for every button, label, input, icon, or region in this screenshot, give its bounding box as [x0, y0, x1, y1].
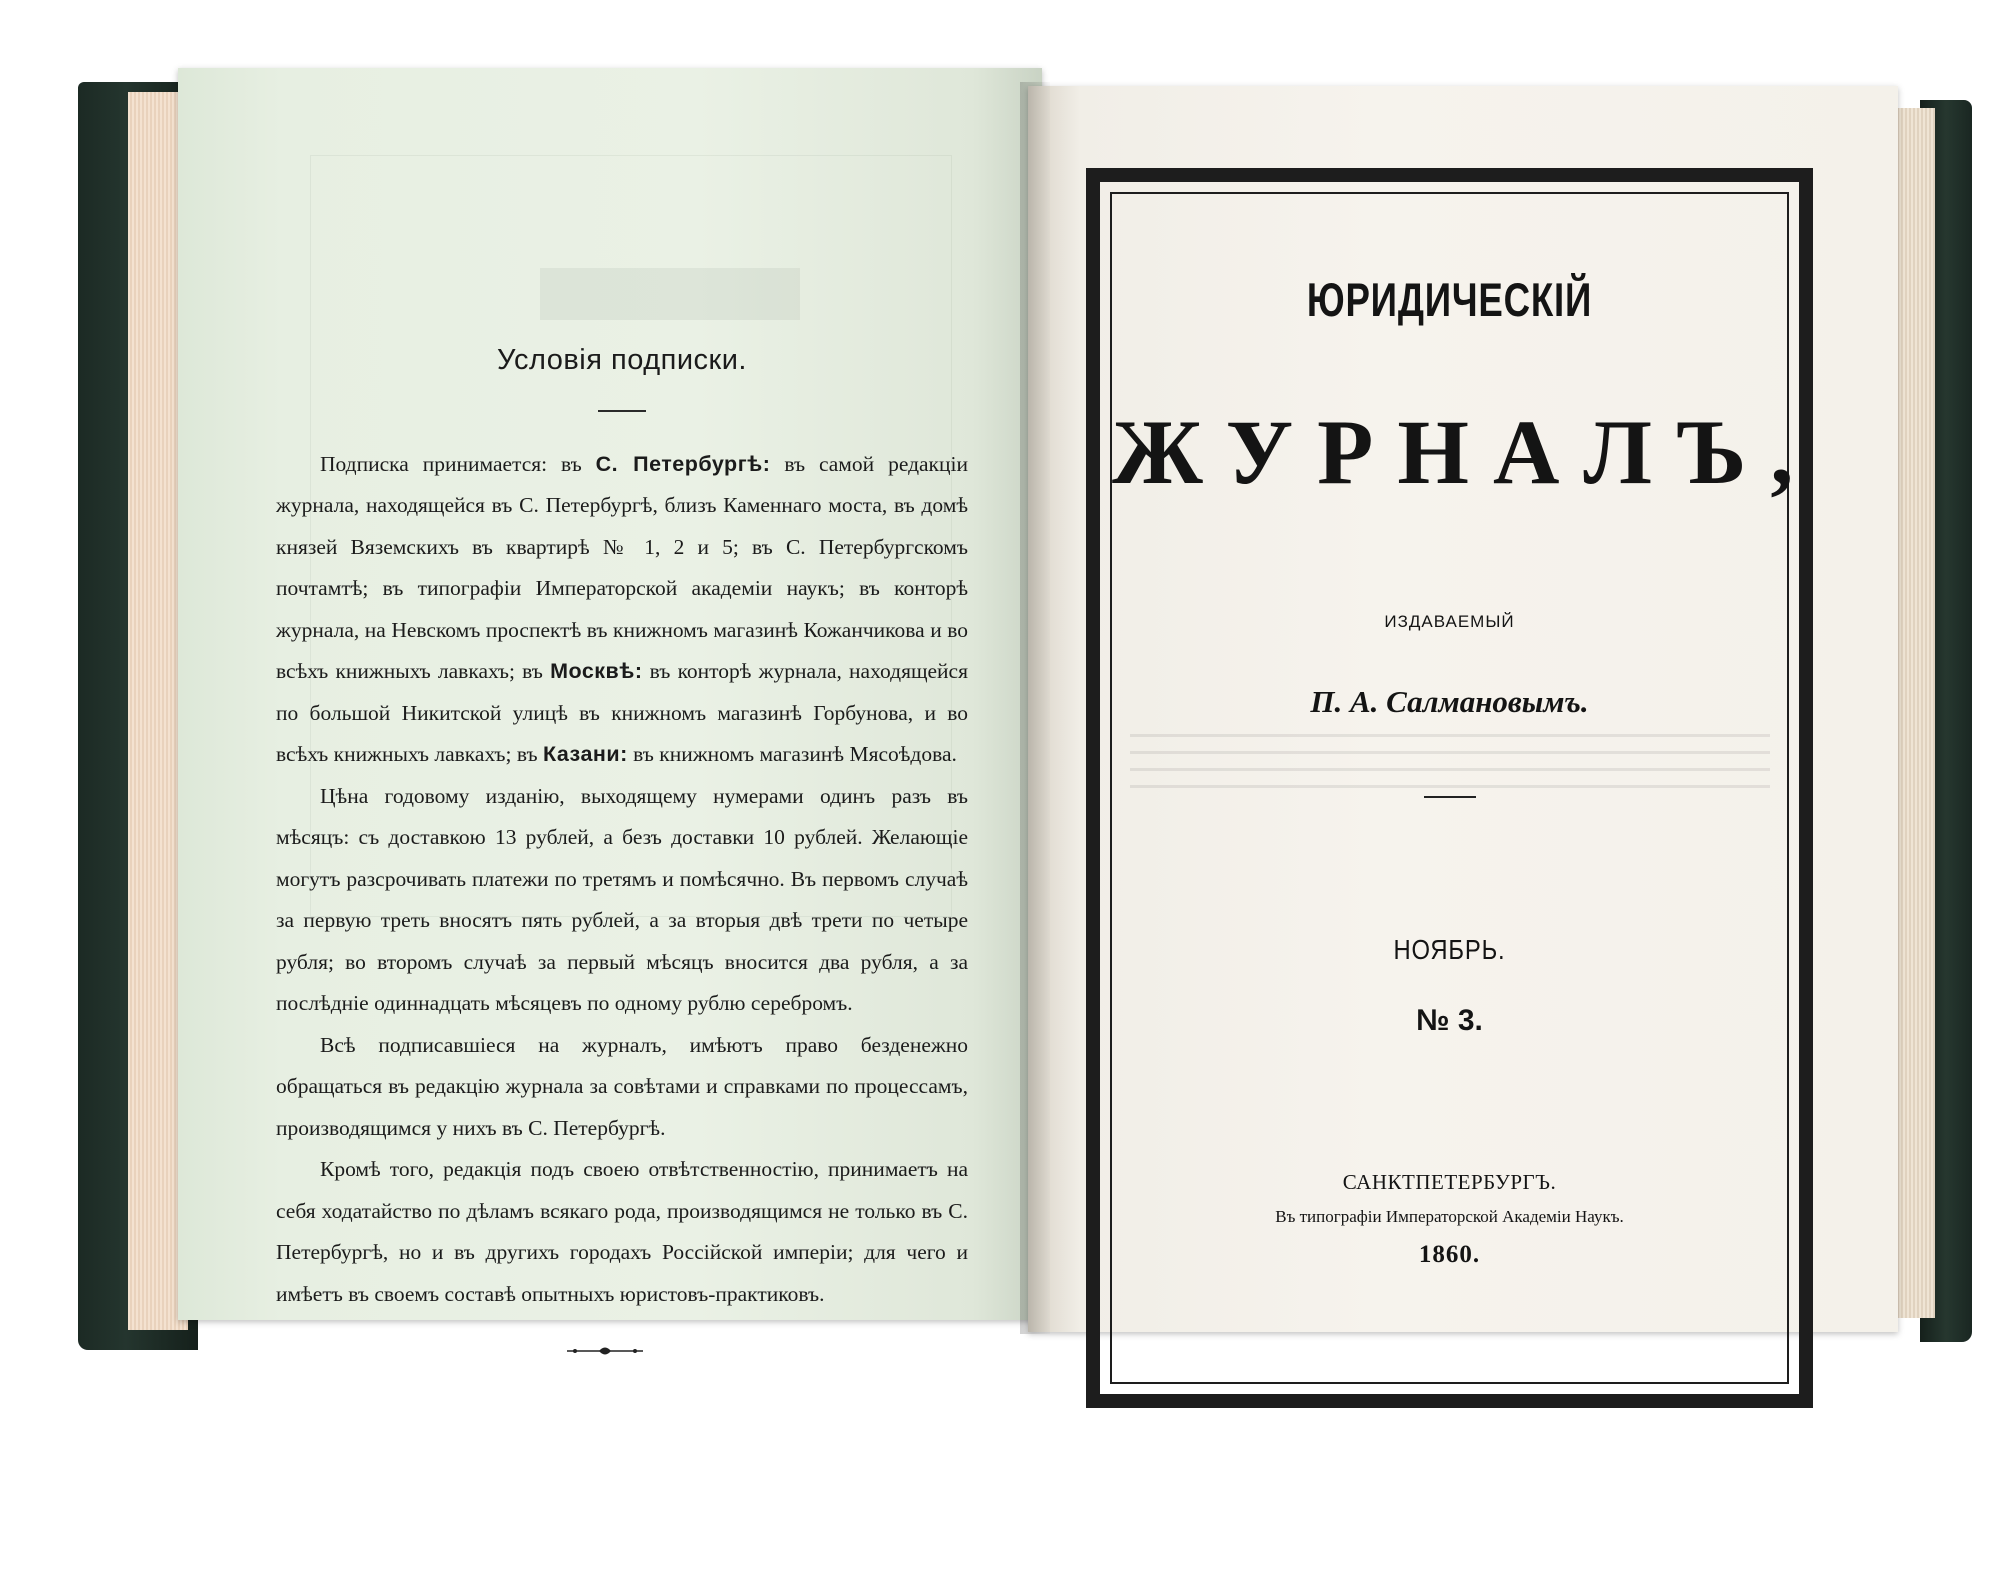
subscription-paragraph [276, 776, 968, 1025]
issue-month: НОЯБРЬ. [1393, 934, 1506, 965]
city-name: С. Петербургѣ: [595, 451, 771, 476]
page-edges-right [1895, 108, 1935, 1318]
subscription-paragraph [276, 1149, 968, 1315]
paragraph-text: Цѣна годовому изданію, выходящему нумерами одинъ разъ въ мѣсяцъ: съ доставкою 13 рублей, а безъ доставки 10 рублей. Желающіе могутъ разсрочивать платежи по третямъ и помѣсячно. Въ первомъ случаѣ за первую треть вносятъ пять рублей, а за вторыя двѣ трети по четыре рубля; во второмъ случаѣ за первый мѣсяцъ вносится два рубля, а за послѣдніе одиннадцать мѣсяцевъ по одному рублю серебромъ. [276, 783, 968, 1015]
paragraph-text: въ книжномъ магазинѣ Мясоѣдова. [627, 742, 957, 766]
city-name: Казани: [542, 742, 628, 766]
gutter-shadow [1020, 82, 1050, 1334]
paragraph-text: въ самой редакціи журнала, находящейся въ С. Петербургѣ, близъ Каменнаго моста, въ домѣ князей Вяземскихъ въ квартирѣ № 1, 2 и 5; въ С. Петербургскомъ почтамтѣ; въ типографіи Императорской академіи наукъ; въ конторѣ журнала, на Невскомъ проспектѣ въ книжномъ магазинѣ Кожанчикова и во всѣхъ книжныхъ лавкахъ; въ [276, 451, 968, 683]
printer-line: Въ типографіи Императорской Академіи Наукъ. [1275, 1207, 1624, 1226]
paragraph-text: Кромѣ того, редакція подъ своею отвѣтственностію, принимаетъ на себя ходатайство по дѣламъ всякаго рода, производящимся не только въ С. Петербургѣ, но и въ другихъ городахъ Россійской имперіи; для чего и имѣетъ въ своемъ составѣ опытныхъ юристовъ-практиковъ. [276, 1157, 968, 1306]
subscription-paragraph [276, 1025, 968, 1150]
ornament-flourish [565, 1344, 645, 1358]
paragraph-text: въ конторѣ журнала, находящейся по большой Никитской улицѣ въ книжномъ магазинѣ Горбунова, и во всѣхъ книжныхъ лавкахъ; въ [276, 659, 968, 766]
city-name: Москвѣ: [550, 659, 643, 683]
journal-title-line2: ЖУРНАЛЪ, [1112, 401, 1818, 503]
heading-rule [598, 410, 646, 412]
publication-city: САНКТПЕТЕРБУРГЪ. [1342, 1170, 1557, 1194]
editor-name: П. А. Салмановымъ. [1310, 684, 1589, 719]
subscription-text [276, 444, 968, 1316]
publication-year: 1860. [1418, 1241, 1481, 1268]
journal-title-line1: ЮРИДИЧЕСКІЙ [1306, 273, 1593, 326]
title-page [1112, 270, 1818, 1269]
subscription-heading: Условія подписки. [497, 344, 747, 376]
show-through-title [540, 268, 800, 320]
published-by-label: ИЗДАВАЕМЫЙ [1384, 612, 1515, 631]
title-rule [1424, 796, 1476, 798]
subscription-paragraph [276, 444, 968, 776]
paragraph-text: Подписка принимается: въ [320, 451, 596, 476]
subscription-terms [276, 340, 968, 1315]
paragraph-text: Всѣ подписавшіеся на журналъ, имѣютъ право безденежно обращаться въ редакцію журнала за совѣтами и справками по процессамъ, производящимся у нихъ въ С. Петербургѣ. [276, 1032, 968, 1140]
issue-number: № 3. [1416, 1004, 1483, 1037]
